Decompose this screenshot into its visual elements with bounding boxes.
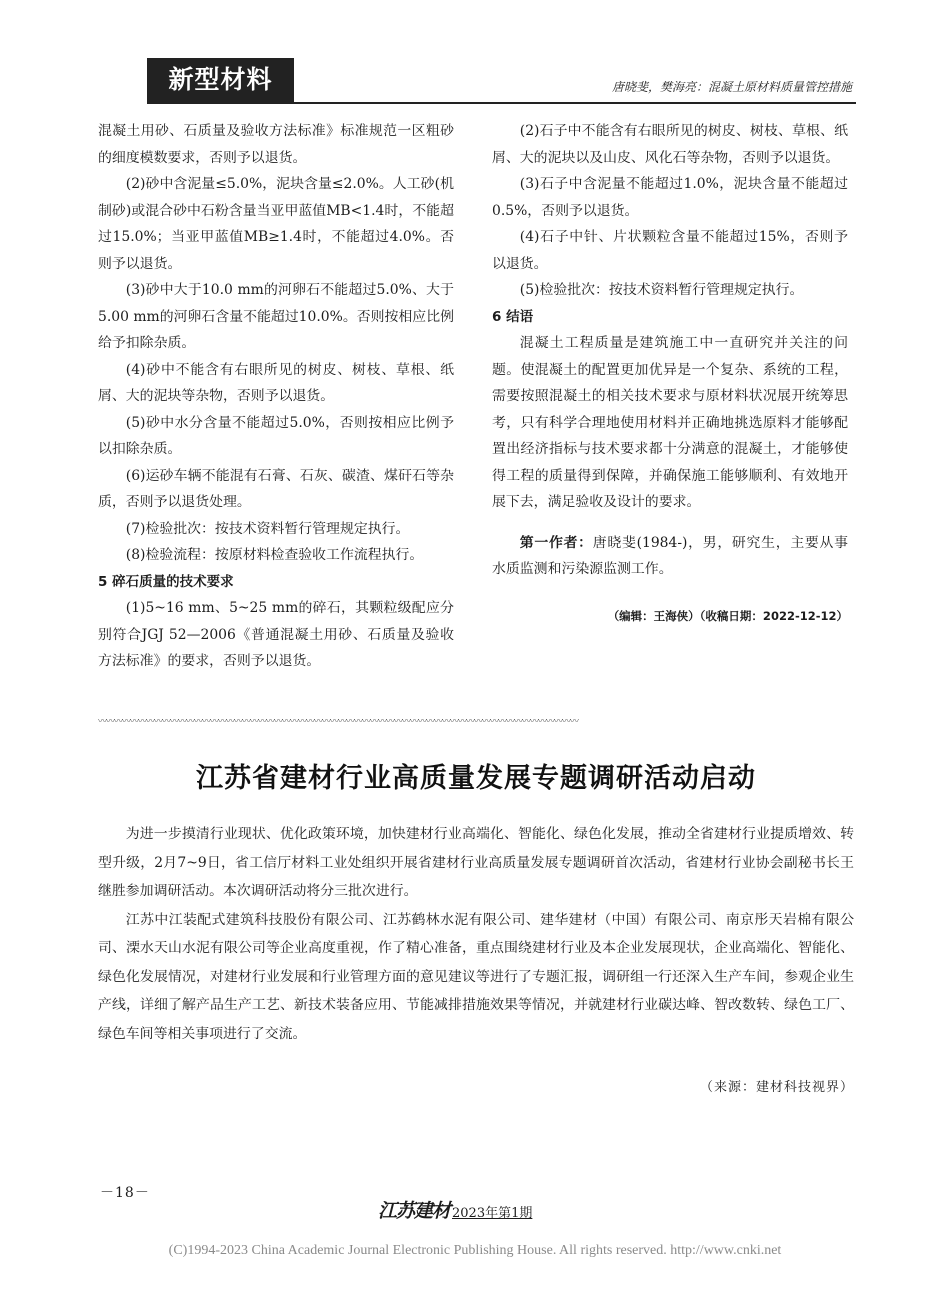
editor-note: （编辑：王海侠）（收稿日期：2022-12-12） — [607, 608, 848, 623]
conclusion-paragraph: 混凝土工程质量是建筑施工中一直研究并关注的问题。使混凝土的配置更加优异是一个复杂、系统的工程，需要按照混凝土的相关技术要求与原材料状况展开统筹思考，只有科学合理地使用材料并正确地挑选原料才能够配置出经济指标与技术要求都十分满意的混凝土，才能够使得工程的质量得到保障，并确保施工能够顺利、有效地开展下去，满足验收及设计的要求。 — [492, 335, 848, 510]
wavy-divider: 〰〰〰〰〰〰〰〰〰〰〰〰〰〰〰〰〰〰〰〰〰〰〰〰〰〰〰〰〰〰〰〰〰〰〰〰〰〰〰〰〰〰〰〰〰〰〰〰〰〰〰〰〰〰〰〰〰〰〰〰 — [98, 718, 579, 726]
journal-footer — [378, 1196, 532, 1223]
spacer — [98, 1048, 854, 1074]
list-item: (5)砂中水分含量不能超过5.0%，否则按相应比例予以扣除杂质。 — [98, 414, 454, 457]
news-title: 江苏省建材行业高质量发展专题调研活动启动 — [196, 763, 756, 794]
header-rule — [147, 102, 856, 104]
page-number: －18－ — [100, 1185, 150, 1201]
list-item: (8)检验流程：按原材料检查验收工作流程执行。 — [125, 547, 424, 563]
journal-issue: 2023年第1期 — [452, 1206, 533, 1221]
list-item: (6)运砂车辆不能混有石膏、石灰、碳渣、煤矸石等杂质，否则予以退货处理。 — [98, 467, 454, 510]
section-label: 新型材料 — [147, 58, 294, 102]
list-item: (3)砂中大于10.0 mm的河卵石不能超过5.0%、大于5.00 mm的河卵石含量不能超过10.0%。否则按相应比例给予扣除杂质。 — [98, 282, 454, 351]
section-heading: 6 结语 — [492, 308, 534, 325]
list-item: (4)砂中不能含有右眼所见的树皮、树枝、草根、纸屑、大的泥块等杂物，否则予以退货。 — [98, 361, 454, 404]
section-heading: 5 碎石质量的技术要求 — [98, 573, 234, 590]
left-column — [98, 118, 454, 675]
news-paragraph: 江苏中江装配式建筑科技股份有限公司、江苏鹤林水泥有限公司、建华建材（中国）有限公司、南京彤天岩棉有限公司、溧水天山水泥有限公司等企业高度重视，作了精心准备，重点围绕建材行业及本企业发展现状，企业高端化、智能化、绿色化发展情况，对建材行业发展和行业管理方面的意见建议等进行了专题汇报，调研组一行还深入生产车间，参观企业生产线，详细了解产品生产工艺、新技术装备应用、节能减排措施效果等情况，并就建材行业碳达峰、智改数转、绿色工厂、绿色车间等相关事项进行了交流。 — [98, 911, 854, 1042]
copyright-notice: (C)1994-2023 China Academic Journal Electronic Publishing House. All rights reserved. http://www.cnki.net — [168, 1243, 782, 1258]
right-column — [492, 118, 848, 629]
list-item: (2)砂中含泥量≤5.0%，泥块含量≤2.0%。人工砂(机制砂)或混合砂中石粉含量当亚甲蓝值MB<1.4时，不能超过15.0%；当亚甲蓝值MB≥1.4时，不能超过4.0%。否则予以退货。 — [98, 176, 454, 272]
news-paragraph: 为进一步摸清行业现状、优化政策环境，加快建材行业高端化、智能化、绿色化发展，推动全省建材行业提质增效、转型升级，2月7~9日，省工信厅材料工业处组织开展省建材行业高质量发展专题调研首次活动，省建材行业协会副秘书长王继胜参加调研活动。本次调研活动将分三批次进行。 — [98, 826, 854, 899]
author-note — [492, 530, 848, 583]
list-item: (3)石子中含泥量不能超过1.0%，泥块含量不能超过0.5%，否则予以退货。 — [492, 176, 848, 219]
list-item: (2)石子中不能含有右眼所见的树皮、树枝、草根、纸屑、大的泥块以及山皮、风化石等杂物，否则予以退货。 — [492, 123, 848, 166]
paragraph: 混凝土用砂、石质量及验收方法标准》标准规范一区粗砂的细度模数要求，否则予以退货。 — [98, 123, 454, 166]
author-text: 唐晓斐(1984-)，男，研究生，主要从事水质监测和污染源监测工作。 — [492, 534, 848, 577]
list-item: (4)石子中针、片状颗粒含量不能超过15%，否则予以退货。 — [492, 229, 848, 272]
news-body — [98, 820, 854, 1103]
author-label: 第一作者： — [519, 534, 593, 551]
list-item: (5)检验批次：按技术资料暂行管理规定执行。 — [519, 282, 804, 298]
news-source: （来源：建材科技视界） — [699, 1080, 854, 1095]
spacer — [492, 516, 848, 530]
running-title: 唐晓斐，樊海亮：混凝土原材料质量管控措施 — [611, 80, 852, 94]
list-item: (7)检验批次：按技术资料暂行管理规定执行。 — [125, 520, 410, 537]
list-item: (1)5~16 mm、5~25 mm的碎石，其颗粒级配应分别符合JGJ 52—2006《普通混凝土用砂、石质量及验收方法标准》的要求，否则予以退货。 — [98, 600, 454, 669]
journal-logo: 江苏建材 — [378, 1200, 451, 1222]
